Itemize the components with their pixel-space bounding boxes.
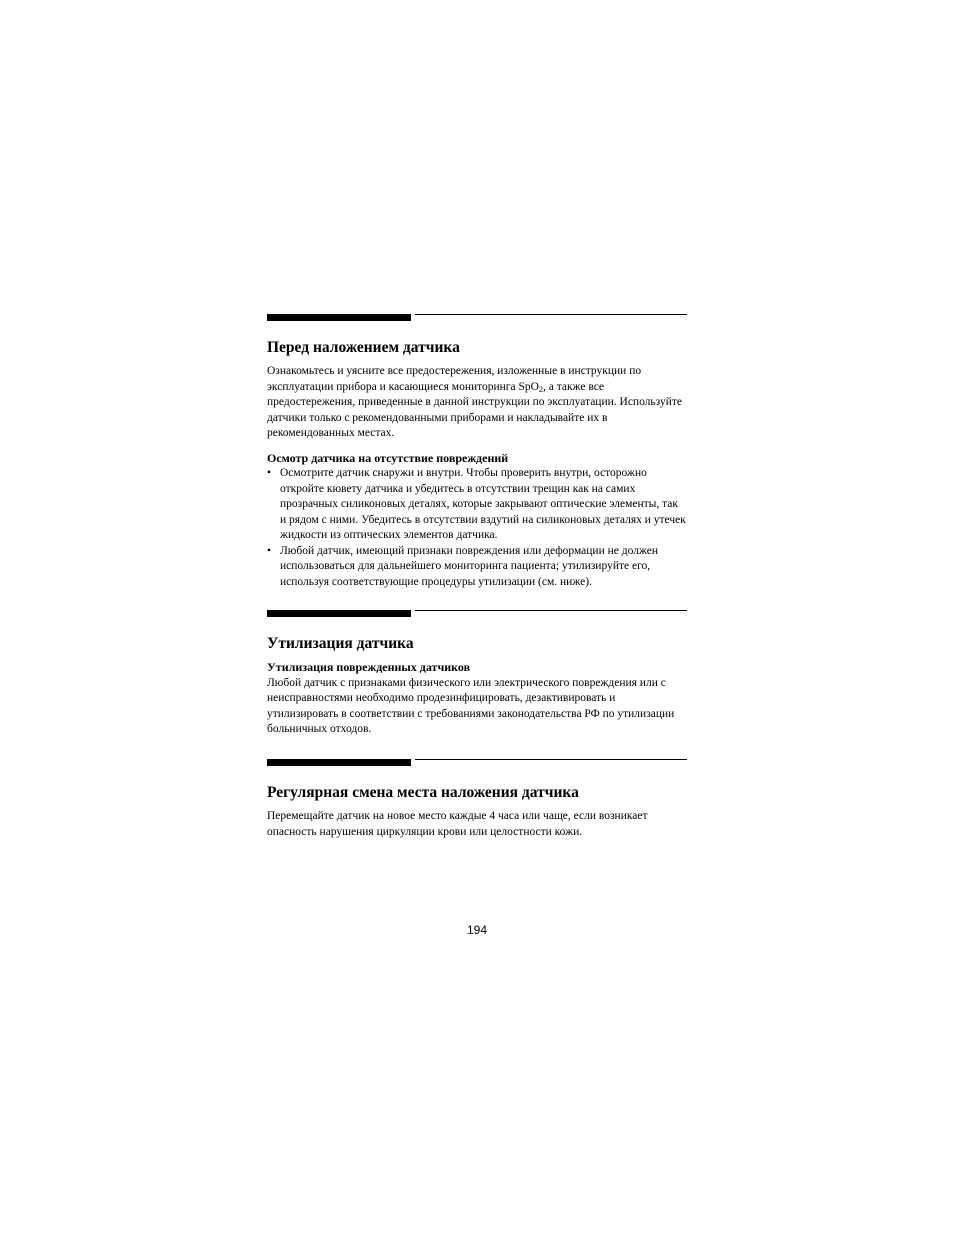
section-site-change (267, 759, 687, 840)
section-rule-thin (415, 314, 687, 315)
page-number: 194 (466, 923, 488, 937)
section-before-application (267, 314, 687, 590)
section-rule-thick (267, 610, 411, 617)
section-rule-thick (267, 314, 411, 321)
inspection-bullet-list (267, 466, 687, 590)
section-rule (267, 314, 687, 322)
section-disposal (267, 610, 687, 738)
section-rule (267, 610, 687, 618)
list-item (267, 466, 687, 544)
section-body: Перемещайте датчик на новое место каждые 4 часа или чаще, если возникает опасность нарушения циркуляции крови или целостности кожи. (267, 810, 648, 838)
subsection-heading: Утилизация поврежденных датчиков (267, 660, 471, 674)
section-heading: Утилизация датчика (267, 635, 414, 652)
list-item-text: Осмотрите датчик снаружи и внутри. Чтобы проверить внутри, осторожно откройте кювету датчика и убедитесь в отсутствии трещин как на самих прозрачных силиконовых деталях, которые закрывают оптические элементы, так и рядом с ними. Убедитесь в отсутствии вздутий на силиконовых деталях и утечек жидкости из оптических элементов датчика. (280, 467, 686, 541)
bullet-icon: • (267, 467, 272, 479)
section-heading: Перед наложением датчика (267, 339, 460, 356)
intro-text-part2: , а также все предостережения, приведенные в данной инструкции по эксплуатации. Используйте датчики только с рекомендованными приборами и накладывайте их в рекомендованных местах. (267, 380, 683, 439)
section-rule (267, 759, 687, 767)
section-rule-thin (415, 759, 687, 760)
subsection-heading: Осмотр датчика на отсутствие повреждений (267, 450, 509, 465)
section-heading: Регулярная смена места наложения датчика (267, 784, 579, 801)
list-item-text: Любой датчик, имеющий признаки повреждения или деформации не должен использоваться для дальнейшего мониторинга пациента; утилизируйте его, используя соответствующие процедуры утилизации (см. ниже). (280, 544, 658, 588)
section-rule-thick (267, 759, 411, 766)
section-rule-thin (415, 610, 687, 611)
section-intro (267, 364, 687, 442)
spo2-subscript: 2 (538, 384, 543, 394)
section-body: Любой датчик с признаками физического или электрического повреждения или с неисправностями необходимо продезинфицировать, дезактивировать и утилизировать в соответствии с требованиями законодательства РФ по утилизации больничных отходов. (267, 676, 675, 735)
intro-text-part1: Ознакомьтесь и уясните все предостережения, изложенные в инструкции по эксплуатации прибора и касающиеся мониторинга SpO (267, 365, 642, 393)
bullet-icon: • (267, 544, 272, 557)
list-item (267, 544, 687, 591)
